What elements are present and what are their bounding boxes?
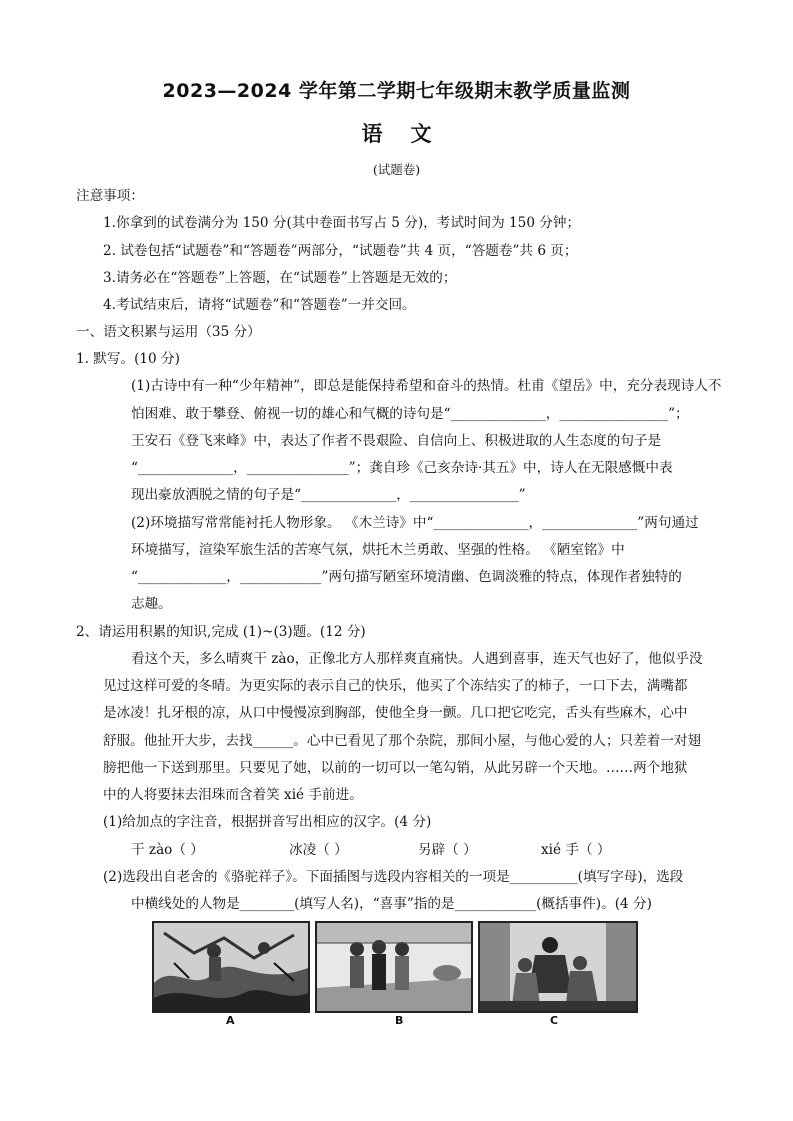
q1-p1-line-4: “______________，_______________”；龚自珍《己亥杂诗·其五》中，诗人在无限感慨中表: [131, 460, 673, 476]
subject-title: [0, 118, 793, 148]
subject-char-1: 语: [361, 122, 383, 146]
q2-heading: 2、请运用积累的知识,完成 (1)~(3)题。(12 分): [76, 624, 366, 640]
illustration-label-c: C: [550, 1014, 559, 1027]
q1-p1-line-1: (1)古诗中有一种“少年精神”，即总是能保持希望和奋斗的热情。杜甫《望岳》中，充分表现诗人不: [131, 378, 722, 394]
passage-line-6: 中的人将要抹去泪珠而含着笑 xié 手前进。: [103, 787, 363, 803]
passage-line-2: 见过这样可爱的冬晴。为更实际的表示自己的快乐，他买了个冻结实了的柿子，一口下去，满嘴都: [103, 678, 688, 694]
notes-item-1: 1.你拿到的试卷满分为 150 分(其中卷面书写占 5 分)，考试时间为 150 分钟；: [103, 215, 581, 231]
q1-p2-line-2: 环境描写，渲染军旅生活的苦寒气氛，烘托木兰勇敢、坚强的性格。 《陋室铭》中: [131, 542, 625, 558]
notes-item-2: 2. 试卷包括“试题卷”和“答题卷”两部分，“试题卷”共 4 页，“答题卷”共 6 页；: [103, 243, 578, 259]
illustration-a: [152, 921, 310, 1013]
q1-p1-line-5: 现出豪放洒脱之情的句子是“______________，________________”: [131, 487, 526, 503]
passage-line-1: 看这个天，多么晴爽干 zào，正像北方人那样爽直痛快。人遇到喜事，连天气也好了，他似乎没: [131, 651, 703, 667]
paper-type: (试题卷): [372, 162, 421, 177]
q1-p1-line-3: 王安石《登飞来峰》中，表达了作者不畏艰险、自信向上、积极进取的人生态度的句子是: [131, 433, 662, 449]
illustration-b: [315, 921, 473, 1013]
exam-title: 2023—2024 学年第二学期七年级期末教学质量监测: [162, 80, 631, 102]
illustration-c: [478, 921, 638, 1013]
q2-sub1: (1)给加点的字注音，根据拼音写出相应的汉字。(4 分): [103, 814, 432, 830]
passage-line-5: 膀把他一下送到那里。只要见了她，以前的一切可以一笔勾销，从此另辟一个天地。……两个地狱: [103, 760, 688, 776]
illustration-row: [152, 921, 640, 1031]
passage-line-4: 舒服。他扯开大步，去找______。心中已看见了那个杂院，那间小屋，与他心爱的人；只差着一对翅: [103, 733, 702, 749]
pinyin-item-1: 干 zào（ ）: [131, 842, 204, 858]
q1-heading: 1. 默写。(10 分): [76, 351, 180, 367]
pinyin-item-4: xié 手（ ）: [541, 842, 611, 858]
notes-item-3: 3.请务必在“答题卷”上答题，在“试题卷”上答题是无效的；: [103, 270, 457, 286]
passage-line-3: 是冰凌！扎牙根的凉，从口中慢慢凉到胸部，使他全身一颤。几口把它吃完，舌头有些麻木，心中: [103, 705, 688, 721]
notes-item-4: 4.考试结束后，请将“试题卷”和“答题卷”一并交回。: [103, 297, 416, 313]
pinyin-item-3: 另辟（ ）: [418, 842, 477, 858]
illustration-label-a: A: [226, 1014, 235, 1027]
q2-sub2-line-1: (2)选段出自老舍的《骆驼祥子》。下面插图与选段内容相关的一项是__________(填写字母)，选段: [103, 869, 684, 885]
q2-sub2-line-2: 中横线处的人物是________(填写人名)，“喜事”指的是____________(概括事件)。(4 分): [131, 896, 652, 912]
illustration-label-b: B: [395, 1014, 404, 1027]
q1-p2-line-1: (2)环境描写常常能衬托人物形象。 《木兰诗》中“______________，______________”两句通过: [131, 515, 699, 531]
section1-heading: 一、语文积累与运用（35 分）: [76, 324, 261, 340]
q1-p1-line-2: 怕困难、敢于攀登、俯视一切的雄心和气概的诗句是“______________，________________”；: [131, 406, 689, 422]
q1-p2-line-4: 志趣。: [131, 596, 172, 612]
q1-p2-line-3: “_____________，____________”两句描写陋室环境清幽、色调淡雅的特点，体现作者独特的: [131, 569, 682, 585]
pinyin-item-2: 冰凌（ ）: [289, 842, 348, 858]
subject-char-2: 文: [410, 122, 432, 146]
notes-heading: 注意事项：: [76, 188, 144, 204]
